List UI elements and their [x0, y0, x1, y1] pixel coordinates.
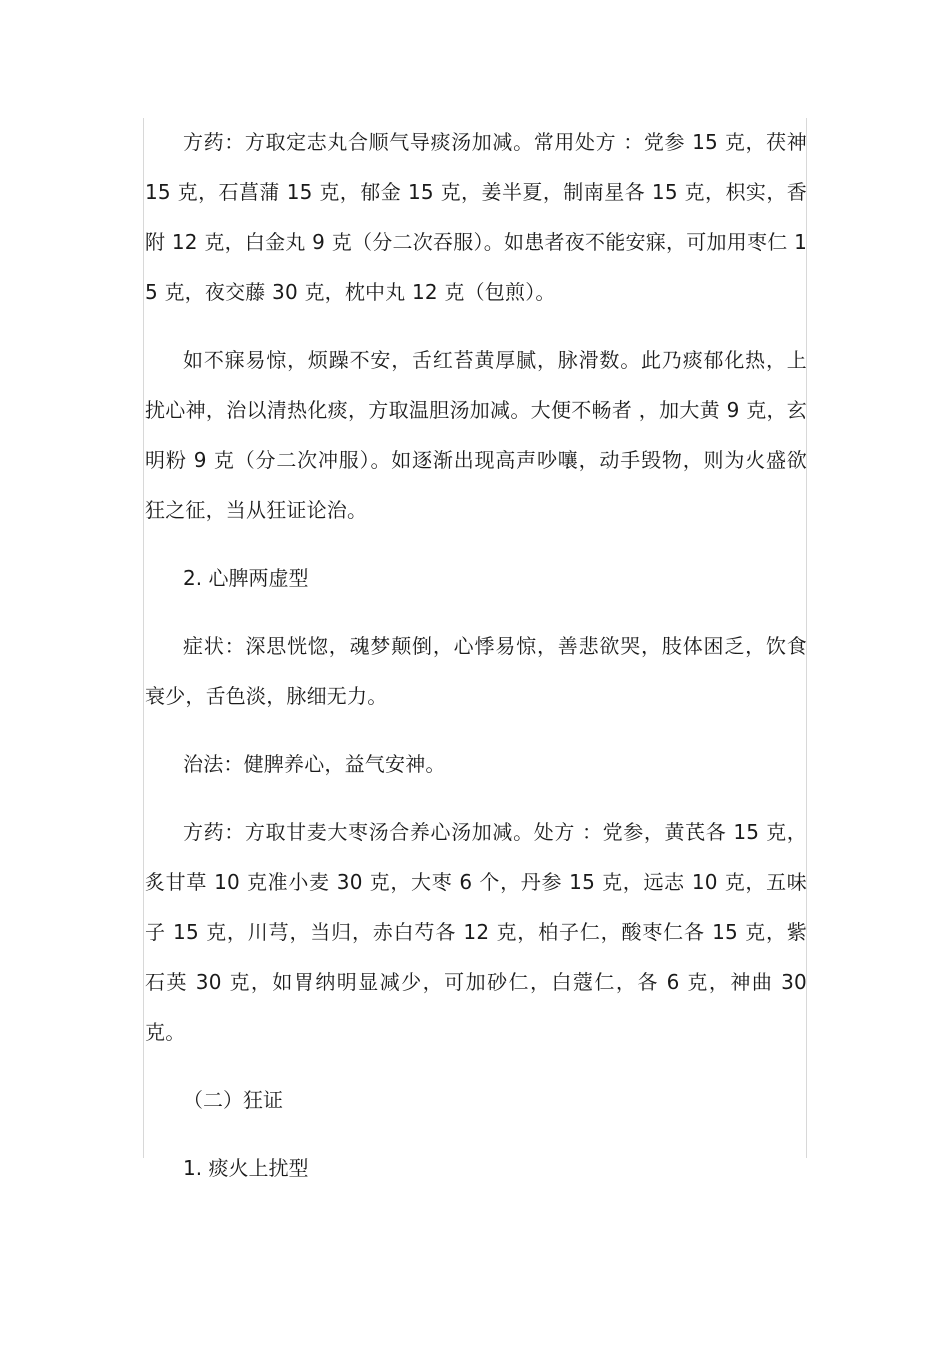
paragraph-gap [145, 603, 807, 621]
paragraph-gap [145, 721, 807, 739]
section-heading-phlegm-fire: 1. 痰火上扰型 [183, 1156, 309, 1180]
section-heading-heart-spleen: 2. 心脾两虚型 [183, 566, 309, 590]
paragraph-gap [145, 317, 807, 335]
paragraph-gap [145, 789, 807, 807]
paragraph-treatment: 治法：健脾养心，益气安神。 [183, 752, 446, 776]
paragraph-gap [145, 535, 807, 553]
section-heading-mania: （二）狂证 [183, 1088, 283, 1112]
paragraph-gap [145, 1057, 807, 1075]
paragraph-prescription-ganmai: 方药：方取甘麦大枣汤合养心汤加减。处方 ：党参，黄芪各 15 克，炙甘草 10 克准小麦 30 克，大枣 6 个，丹参 15 克，远志 10 克，五味子 15 克，川芎，当归，赤白芍各 12 克，柏子仁，酸枣仁各 15 克，紫石英 30 克，如胃纳明显减少，可加砂仁，白蔻仁，各 6 克，神曲 30 克。 [145, 820, 807, 1044]
paragraph-phlegm-heat: 如不寐易惊，烦躁不安，舌红苔黄厚腻，脉滑数。此乃痰郁化热，上扰心神，治以清热化痰，方取温胆汤加减。大便不畅者 ，加大黄 9 克，玄明粉 9 克（分二次冲服）。如逐渐出现高声吵嚷，动手毁物，则为火盛欲狂之征，当从狂证论治。 [145, 348, 807, 522]
paragraph-gap [145, 1125, 807, 1143]
paragraph-symptoms: 症状：深思恍惚，魂梦颠倒，心悸易惊，善悲欲哭，肢体困乏，饮食衰少，舌色淡，脉细无力。 [145, 634, 807, 708]
document-body [145, 117, 807, 1193]
paragraph-prescription-dingzhi: 方药：方取定志丸合顺气导痰汤加减。常用处方 ：党参 15 克，茯神 15 克，石菖蒲 15 克，郁金 15 克，姜半夏，制南星各 15 克，枳实，香附 12 克，白金丸 9 克（分二次吞服）。如患者夜不能安寐，可加用枣仁 15 克，夜交藤 30 克，枕中丸 12 克（包煎）。 [145, 130, 807, 304]
page-border-left [143, 118, 144, 1158]
